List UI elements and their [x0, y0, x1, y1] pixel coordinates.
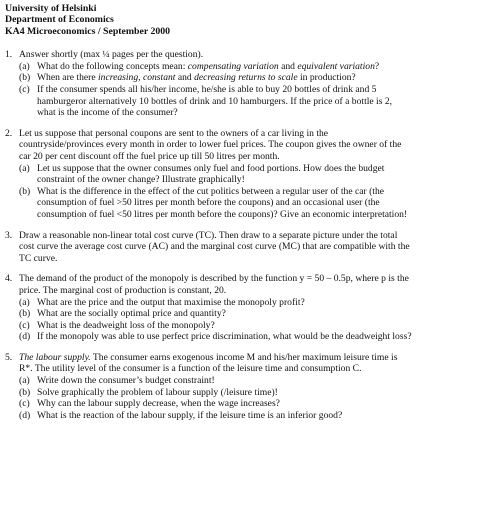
question-intro-line: price. The marginal cost of production is constant, 20.: [19, 284, 227, 296]
subquestion-label: (b): [19, 308, 31, 320]
subquestion-text: What is the reaction of the labour supply, if the leisure time is an inferior good?: [37, 409, 343, 421]
department-name: Department of Economics: [5, 14, 114, 26]
question-3: [5, 230, 494, 265]
subquestion-a: [19, 61, 494, 73]
question-body: [19, 273, 494, 343]
university-name: University of Helsinki: [5, 3, 97, 14]
subquestion-b: [19, 387, 494, 399]
question-intro-line: cost curve the average cost curve (AC) and the marginal cost curve (MC) that are compatible with the: [19, 241, 410, 253]
question-number: 1.: [5, 49, 13, 61]
subquestion-text: Let us suppose that the owner consumes only fuel and food portions. How does the budget: [37, 162, 385, 174]
subquestion-a: [19, 163, 494, 186]
question-body: [19, 230, 494, 265]
question-number: 2.: [5, 127, 13, 139]
subquestion-label: (a): [19, 162, 30, 174]
subquestion-text: What are the socially optimal price and quantity?: [37, 308, 226, 320]
subquestion-text: If the monopoly was able to use perfect price discrimination, what would be the deadweight loss?: [37, 331, 412, 343]
subquestion-d: [19, 410, 494, 422]
subquestion-c: [19, 398, 494, 410]
subquestion-text: Why can the labour supply decrease, when the wage increases?: [37, 398, 280, 410]
subquestion-text: What do the following concepts mean: compensating variation and equivalent variation?: [37, 60, 380, 72]
question-body: [19, 49, 494, 119]
course-title: KA4 Microeconomics / September 2000: [5, 25, 171, 37]
question-1: [5, 49, 494, 119]
subquestion-text: what is the income of the consumer?: [37, 107, 178, 119]
subquestion-b: [19, 308, 494, 320]
question-number: 5.: [5, 351, 13, 363]
subquestion-text: Solve graphically the problem of labour supply (/leisure time)!: [37, 386, 278, 398]
subquestion-text: If the consumer spends all his/her income, he/she is able to buy 20 bottles of drink and 5: [37, 84, 377, 95]
question-5: [5, 352, 494, 422]
question-4: [5, 273, 494, 343]
subquestion-c: [19, 320, 494, 332]
question-intro-line: car 20 per cent discount off the fuel price up till 50 litres per month.: [19, 150, 280, 162]
subquestion-c: [19, 84, 494, 119]
subquestion-text: hamburgeror alternatively 10 bottles of drink and 10 hamburgers. If the price of a bottle is 2,: [37, 95, 393, 107]
question-intro-line: Answer shortly (max ¼ pages per the question).: [19, 49, 204, 61]
subquestion-d: [19, 331, 494, 343]
subquestion-a: [19, 297, 494, 309]
subquestion-label: (a): [19, 296, 30, 308]
subquestion-label: (b): [19, 185, 31, 197]
subquestion-text: What is the deadweight loss of the monopoly?: [37, 319, 215, 331]
subquestion-label: (c): [19, 398, 30, 410]
question-intro-line: Let us suppose that personal coupons are sent to the owners of a car living in the: [19, 127, 329, 139]
subquestion-text: Write down the consumer’s budget constraint!: [37, 375, 215, 387]
subquestion-label: (a): [19, 375, 30, 387]
question-number: 3.: [5, 229, 13, 241]
subquestion-label: (c): [19, 84, 30, 95]
subquestion-b: [19, 72, 494, 84]
subquestion-label: (d): [19, 331, 31, 343]
question-intro-line: The demand of the product of the monopoly is described by the function y = 50 – 0.5p, where p is the: [19, 273, 409, 285]
subquestion-label: (c): [19, 319, 30, 331]
question-body: [19, 128, 494, 221]
topic-title: The labour supply.: [19, 351, 91, 363]
subquestion-text: constraint of the owner change? Illustrate graphically!: [37, 174, 245, 186]
question-number: 4.: [5, 273, 13, 285]
exam-header: [5, 3, 494, 37]
question-intro-line: TC curve.: [19, 252, 58, 264]
subquestion-text: What are the price and the output that maximise the monopoly profit?: [37, 296, 305, 308]
subquestion-label: (b): [19, 72, 31, 84]
subquestion-label: (a): [19, 60, 30, 72]
question-body: [19, 352, 494, 422]
subquestion-label: (d): [19, 409, 31, 421]
subquestion-b: [19, 186, 494, 221]
subquestion-text: consumption of fuel >50 litres per month before the coupons) and an occasional user (the: [37, 197, 380, 209]
subquestion-text: consumption of fuel <50 litres per month before the coupons)? Give an economic interpretation!: [37, 208, 408, 220]
subquestion-text: What is the difference in the effect of the cut politics between a regular user of the car (the: [37, 185, 384, 197]
question-2: [5, 128, 494, 221]
question-intro-line: countryside/provinces every month in order to lower fuel prices. The coupon gives the owner of the: [19, 139, 402, 151]
subquestion-a: [19, 375, 494, 387]
question-intro-line: R*. The utility level of the consumer is a function of the leisure time and consumption C.: [19, 363, 362, 375]
subquestion-label: (b): [19, 386, 31, 398]
question-intro-line: The labour supply. The consumer earns exogenous income M and his/her maximum leisure time is: [19, 351, 398, 363]
question-intro-line: Draw a reasonable non-linear total cost curve (TC). Then draw to a separate picture under the total: [19, 229, 398, 241]
subquestion-text: When are there increasing, constant and decreasing returns to scale in production?: [37, 72, 356, 84]
